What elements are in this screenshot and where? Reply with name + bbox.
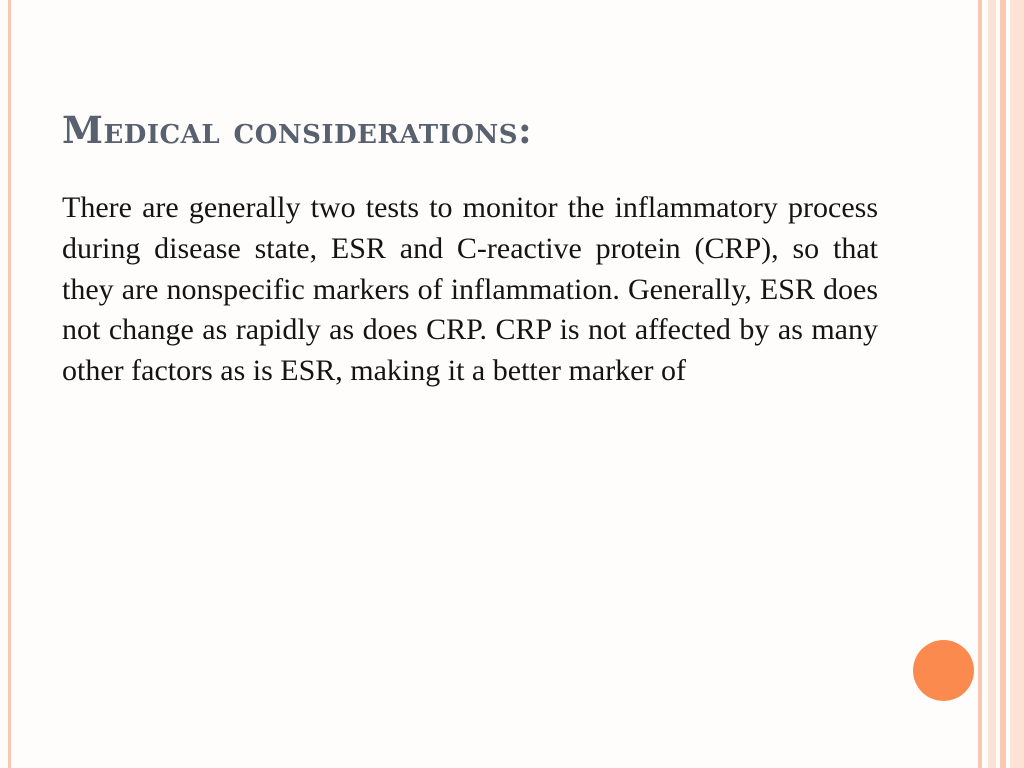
slide-body-text: There are generally two tests to monitor the inflammatory process during disease state, ESR and C-reactive protein (CRP), so that they are nonspecific markers of inflammation. Generally, ESR does not change as rapidly as does CRP. CRP is not affected by as many other factors as is ESR, making it a better marker of xyxy=(62,191,878,388)
right-decorative-stripe-4 xyxy=(1010,0,1024,768)
right-decorative-stripe-3 xyxy=(1000,0,1006,768)
slide-title: Medical considerations: xyxy=(62,108,533,152)
left-decorative-rule xyxy=(8,0,11,768)
right-decorative-stripe-2 xyxy=(988,0,996,768)
right-decorative-stripe-1 xyxy=(978,0,982,768)
orange-circle-decoration xyxy=(913,640,974,701)
